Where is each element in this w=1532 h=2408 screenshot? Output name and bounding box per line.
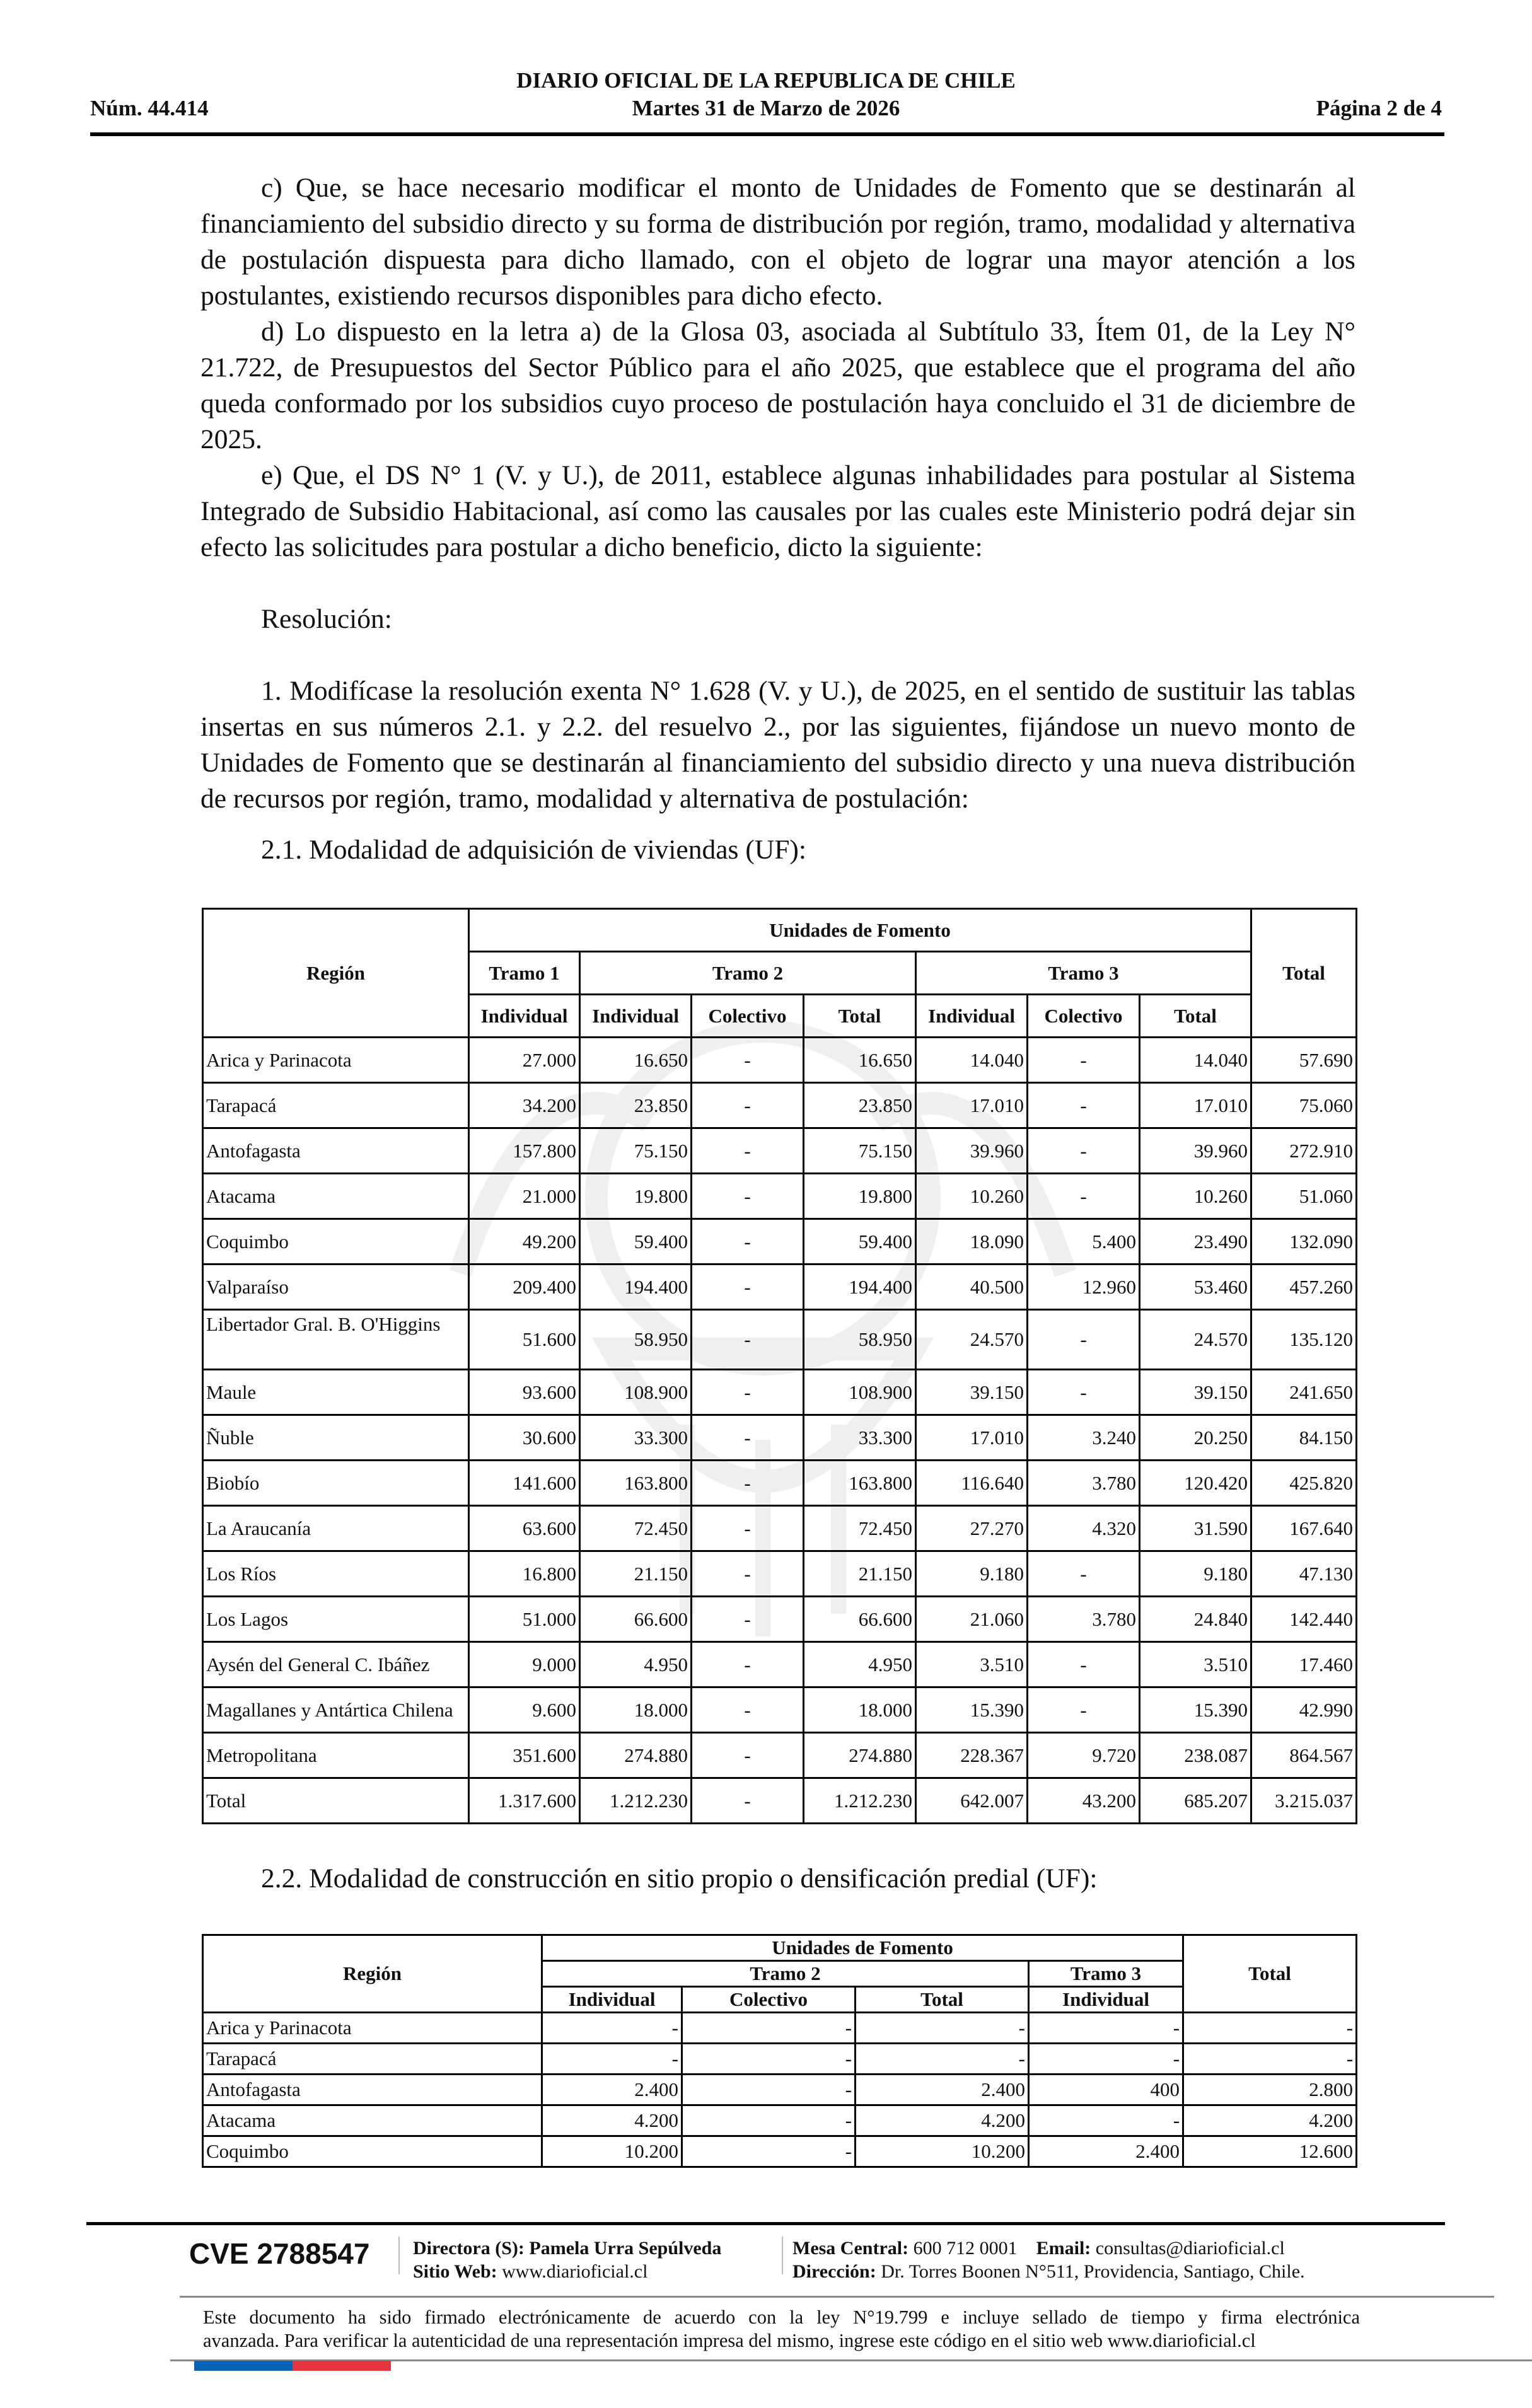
value-cell: - (542, 2044, 682, 2075)
value-cell: - (1183, 2013, 1357, 2044)
value-cell: 135.120 (1251, 1310, 1357, 1370)
value-cell: 5.400 (1028, 1219, 1140, 1265)
table-row (203, 1128, 1357, 1174)
value-cell: 4.950 (804, 1642, 916, 1687)
value-cell: 864.567 (1251, 1733, 1357, 1778)
region-cell: Atacama (203, 1174, 469, 1219)
value-cell: 3.215.037 (1251, 1778, 1357, 1824)
region-cell: Maule (203, 1370, 469, 1415)
director-label: Directora (S): (413, 2238, 525, 2259)
value-cell: 14.040 (916, 1038, 1028, 1083)
value-cell: 15.390 (916, 1687, 1028, 1733)
value-cell: 30.600 (469, 1415, 580, 1461)
paragraph-c: c) Que, se hace necesario modificar el monto de Unidades de Fomento que se destinarán al financiamiento del subsidio directo y su forma de distribución por región, tramo, modalidad y alternativa de postulación dispuesta para dicho llamado, con el objeto de lograr una mayor atención a los postulantes, existiendo recursos disponibles para dicho efecto. (200, 173, 1355, 311)
value-cell: 75.150 (804, 1128, 916, 1174)
value-cell: 66.600 (580, 1597, 692, 1642)
table-row (203, 1083, 1357, 1128)
table-row (203, 1038, 1357, 1083)
value-cell: 33.300 (804, 1415, 916, 1461)
header-t2-individual: Individual (542, 1987, 682, 2013)
value-cell: 34.200 (469, 1083, 580, 1128)
value-cell: 141.600 (469, 1461, 580, 1506)
value-cell: 10.260 (1140, 1174, 1251, 1219)
value-cell: 685.207 (1140, 1778, 1251, 1824)
value-cell: 4.200 (1183, 2105, 1357, 2136)
value-cell: - (1029, 2105, 1183, 2136)
region-cell: La Araucanía (203, 1506, 469, 1551)
address-value: Dr. Torres Boonen N°511, Providencia, Santiago, Chile. (881, 2261, 1305, 2282)
header-tramo-2: Tramo 2 (580, 952, 916, 995)
footer-separator (782, 2237, 783, 2274)
value-cell: 12.600 (1183, 2136, 1357, 2167)
value-cell: 425.820 (1251, 1461, 1357, 1506)
table-row (203, 2013, 1357, 2044)
footer-contact-block (792, 2237, 1305, 2283)
value-cell: 47.130 (1251, 1551, 1357, 1597)
table-row (203, 1687, 1357, 1733)
table-row (203, 1265, 1357, 1310)
value-cell: 274.880 (580, 1733, 692, 1778)
value-cell: 9.600 (469, 1687, 580, 1733)
body-text (200, 170, 1355, 817)
value-cell: 51.000 (469, 1597, 580, 1642)
table-row (203, 1506, 1357, 1551)
value-cell: 120.420 (1140, 1461, 1251, 1506)
value-cell: 9.000 (469, 1642, 580, 1687)
value-cell: 58.950 (804, 1310, 916, 1370)
value-cell: 23.490 (1140, 1219, 1251, 1265)
table-row (203, 2044, 1357, 2075)
value-cell: - (1029, 2044, 1183, 2075)
value-cell: 19.800 (580, 1174, 692, 1219)
value-cell: 163.800 (804, 1461, 916, 1506)
value-cell: - (692, 1415, 804, 1461)
header-region: Región (203, 909, 469, 1038)
value-cell: - (692, 1310, 804, 1370)
value-cell: - (1028, 1370, 1140, 1415)
value-cell: 16.650 (804, 1038, 916, 1083)
value-cell: 59.400 (580, 1219, 692, 1265)
table-row (203, 1219, 1357, 1265)
value-cell: 49.200 (469, 1219, 580, 1265)
value-cell: 274.880 (804, 1733, 916, 1778)
value-cell: - (542, 2013, 682, 2044)
value-cell: 1.212.230 (804, 1778, 916, 1824)
value-cell: 58.950 (580, 1310, 692, 1370)
value-cell: 19.800 (804, 1174, 916, 1219)
region-cell: Los Ríos (203, 1551, 469, 1597)
value-cell: 4.200 (856, 2105, 1029, 2136)
table-row (203, 1597, 1357, 1642)
region-cell: Arica y Parinacota (203, 1038, 469, 1083)
value-cell: 2.400 (542, 2075, 682, 2105)
value-cell: 24.570 (1140, 1310, 1251, 1370)
footer-director-block (413, 2237, 721, 2283)
page-indicator: Página 2 de 4 (1316, 96, 1442, 120)
value-cell: 108.900 (804, 1370, 916, 1415)
header-total: Total (1251, 909, 1357, 1038)
value-cell: 51.600 (469, 1310, 580, 1370)
paragraph-d: d) Lo dispuesto en la letra a) de la Glosa 03, asociada al Subtítulo 33, Ítem 01, de la Ley N° 21.722, de Presupuestos del Sector Público para el año 2025, que establece que el programa del año queda conformado por los subsidios cuyo proceso de postulación haya concluido el 31 de diciembre de 2025. (200, 316, 1355, 454)
value-cell: 9.180 (916, 1551, 1028, 1597)
value-cell: - (692, 1174, 804, 1219)
value-cell: 66.600 (804, 1597, 916, 1642)
header-t3-individual: Individual (916, 995, 1028, 1038)
value-cell: 27.270 (916, 1506, 1028, 1551)
value-cell: 132.090 (1251, 1219, 1357, 1265)
value-cell: 238.087 (1140, 1733, 1251, 1778)
value-cell: - (692, 1551, 804, 1597)
value-cell: - (692, 1038, 804, 1083)
value-cell: 17.010 (1140, 1083, 1251, 1128)
value-cell: 72.450 (804, 1506, 916, 1551)
value-cell: 194.400 (804, 1265, 916, 1310)
header-t2-colectivo: Colectivo (692, 995, 804, 1038)
value-cell: - (692, 1597, 804, 1642)
value-cell: 21.000 (469, 1174, 580, 1219)
header-t2-total: Total (856, 1987, 1029, 2013)
header-tramo-2: Tramo 2 (542, 1961, 1029, 1987)
value-cell: 4.200 (542, 2105, 682, 2136)
value-cell: - (692, 1083, 804, 1128)
footer-separator (398, 2237, 400, 2274)
value-cell: 4.320 (1028, 1506, 1140, 1551)
value-cell: 39.150 (1140, 1370, 1251, 1415)
value-cell: 1.317.600 (469, 1778, 580, 1824)
value-cell: - (682, 2044, 856, 2075)
value-cell: 24.570 (916, 1310, 1028, 1370)
footer-divider (180, 2296, 1494, 2298)
header-unidades-fomento: Unidades de Fomento (469, 909, 1251, 952)
flag-stripe-red (293, 2361, 391, 2371)
value-cell: 43.200 (1028, 1778, 1140, 1824)
value-cell: 457.260 (1251, 1265, 1357, 1310)
value-cell: 10.260 (916, 1174, 1028, 1219)
paragraph-e: e) Que, el DS N° 1 (V. y U.), de 2011, establece algunas inhabilidades para postular al Sistema Integrado de Subsidio Habitacional, así como las causales por las cuales este Ministerio podrá dejar sin efecto las solicitudes para postular a dicho beneficio, dicto la siguiente: (200, 460, 1355, 562)
footer-divider (86, 2222, 1445, 2225)
value-cell: 31.590 (1140, 1506, 1251, 1551)
value-cell: - (692, 1687, 804, 1733)
region-cell: Coquimbo (203, 2136, 542, 2167)
value-cell: 18.000 (804, 1687, 916, 1733)
value-cell: 93.600 (469, 1370, 580, 1415)
value-cell: 9.720 (1028, 1733, 1140, 1778)
table-row (203, 1642, 1357, 1687)
value-cell: 17.010 (916, 1083, 1028, 1128)
value-cell: - (1028, 1038, 1140, 1083)
value-cell: - (1028, 1551, 1140, 1597)
region-cell: Arica y Parinacota (203, 2013, 542, 2044)
value-cell: 2.400 (856, 2075, 1029, 2105)
director-name: Pamela Urra Sepúlveda (529, 2238, 722, 2259)
section-2-1-heading: 2.1. Modalidad de adquisición de viviendas (UF): (261, 835, 807, 865)
value-cell: 16.650 (580, 1038, 692, 1083)
email-label: Email: (1036, 2238, 1091, 2259)
value-cell: - (682, 2105, 856, 2136)
value-cell: 23.850 (804, 1083, 916, 1128)
value-cell: 3.240 (1028, 1415, 1140, 1461)
value-cell: 21.060 (916, 1597, 1028, 1642)
value-cell: 400 (1029, 2075, 1183, 2105)
resolution-heading: Resolución: (261, 604, 392, 634)
value-cell: - (692, 1128, 804, 1174)
region-cell: Los Lagos (203, 1597, 469, 1642)
header-t3-colectivo: Colectivo (1028, 995, 1140, 1038)
value-cell: - (1028, 1642, 1140, 1687)
value-cell: 12.960 (1028, 1265, 1140, 1310)
value-cell: - (682, 2075, 856, 2105)
value-cell: 1.212.230 (580, 1778, 692, 1824)
region-cell: Antofagasta (203, 1128, 469, 1174)
value-cell: 39.960 (1140, 1128, 1251, 1174)
value-cell: 72.450 (580, 1506, 692, 1551)
value-cell: 10.200 (542, 2136, 682, 2167)
value-cell: 3.780 (1028, 1597, 1140, 1642)
region-cell: Antofagasta (203, 2075, 542, 2105)
value-cell: 3.780 (1028, 1461, 1140, 1506)
value-cell: - (1028, 1174, 1140, 1219)
section-2-2-heading: 2.2. Modalidad de construcción en sitio propio o densificación predial (UF): (261, 1863, 1098, 1894)
value-cell: 3.510 (1140, 1642, 1251, 1687)
table-row (203, 1174, 1357, 1219)
value-cell: 23.850 (580, 1083, 692, 1128)
region-cell: Biobío (203, 1461, 469, 1506)
value-cell: 17.460 (1251, 1642, 1357, 1687)
value-cell: 16.800 (469, 1551, 580, 1597)
value-cell: 2.800 (1183, 2075, 1357, 2105)
header-t1-individual: Individual (469, 995, 580, 1038)
value-cell: - (1028, 1083, 1140, 1128)
legal-notice-line-1: Este documento ha sido firmado electrónicamente de acuerdo con la ley N°19.799 e incluye sellado de tiempo y firma electrónica (203, 2307, 1360, 2328)
value-cell: - (1028, 1310, 1140, 1370)
table-adquisicion-viviendas (202, 908, 1357, 1824)
region-cell: Atacama (203, 2105, 542, 2136)
header-t2-total: Total (804, 995, 916, 1038)
value-cell: 75.150 (580, 1128, 692, 1174)
legal-notice-line-2: avanzada. Para verificar la autenticidad de una representación impresa del mismo, ingrese este código en el sitio web www.diarioficial.cl (203, 2330, 1256, 2351)
region-cell: Tarapacá (203, 2044, 542, 2075)
value-cell: - (856, 2013, 1029, 2044)
value-cell: 157.800 (469, 1128, 580, 1174)
region-cell: Magallanes y Antártica Chilena (203, 1687, 469, 1733)
value-cell: - (692, 1461, 804, 1506)
header-tramo-3: Tramo 3 (916, 952, 1251, 995)
value-cell: 228.367 (916, 1733, 1028, 1778)
value-cell: 116.640 (916, 1461, 1028, 1506)
header-divider (90, 132, 1444, 136)
header-tramo-3: Tramo 3 (1029, 1961, 1183, 1987)
header-region: Región (203, 1935, 542, 2013)
value-cell: 59.400 (804, 1219, 916, 1265)
value-cell: 167.640 (1251, 1506, 1357, 1551)
value-cell: 9.180 (1140, 1551, 1251, 1597)
header-t3-individual: Individual (1029, 1987, 1183, 2013)
region-cell: Total (203, 1778, 469, 1824)
header-unidades-fomento: Unidades de Fomento (542, 1935, 1183, 1961)
issue-date: Martes 31 de Marzo de 2026 (632, 96, 900, 120)
value-cell: 209.400 (469, 1265, 580, 1310)
table-row (203, 2105, 1357, 2136)
value-cell: 17.010 (916, 1415, 1028, 1461)
header-total: Total (1183, 1935, 1357, 2013)
table-row (203, 2075, 1357, 2105)
value-cell: 40.500 (916, 1265, 1028, 1310)
region-cell: Libertador Gral. B. O'Higgins (203, 1310, 469, 1370)
phone-label: Mesa Central: (792, 2238, 909, 2259)
publication-title: DIARIO OFICIAL DE LA REPUBLICA DE CHILE (516, 68, 1016, 93)
value-cell: 642.007 (916, 1778, 1028, 1824)
value-cell: 15.390 (1140, 1687, 1251, 1733)
value-cell: 39.960 (916, 1128, 1028, 1174)
value-cell: 51.060 (1251, 1174, 1357, 1219)
table-row (203, 1551, 1357, 1597)
table-row (203, 1778, 1357, 1824)
value-cell: 21.150 (580, 1551, 692, 1597)
value-cell: 84.150 (1251, 1415, 1357, 1461)
value-cell: 18.090 (916, 1219, 1028, 1265)
header-t2-colectivo: Colectivo (682, 1987, 856, 2013)
value-cell: - (1028, 1128, 1140, 1174)
table-construccion-sitio-propio (202, 1934, 1357, 2168)
value-cell: - (856, 2044, 1029, 2075)
header-t2-individual: Individual (580, 995, 692, 1038)
value-cell: 241.650 (1251, 1370, 1357, 1415)
value-cell: 33.300 (580, 1415, 692, 1461)
value-cell: 14.040 (1140, 1038, 1251, 1083)
value-cell: 42.990 (1251, 1687, 1357, 1733)
value-cell: 57.690 (1251, 1038, 1357, 1083)
value-cell: 3.510 (916, 1642, 1028, 1687)
table-row (203, 1461, 1357, 1506)
value-cell: - (1183, 2044, 1357, 2075)
value-cell: - (692, 1642, 804, 1687)
value-cell: 53.460 (1140, 1265, 1251, 1310)
address-label: Dirección: (792, 2261, 876, 2282)
value-cell: 20.250 (1140, 1415, 1251, 1461)
value-cell: 24.840 (1140, 1597, 1251, 1642)
value-cell: 21.150 (804, 1551, 916, 1597)
table-row (203, 1415, 1357, 1461)
value-cell: 4.950 (580, 1642, 692, 1687)
region-cell: Aysén del General C. Ibáñez (203, 1642, 469, 1687)
value-cell: 75.060 (1251, 1083, 1357, 1128)
value-cell: 18.000 (580, 1687, 692, 1733)
value-cell: 272.910 (1251, 1128, 1357, 1174)
value-cell: - (692, 1370, 804, 1415)
value-cell: 194.400 (580, 1265, 692, 1310)
value-cell: 108.900 (580, 1370, 692, 1415)
value-cell: 163.800 (580, 1461, 692, 1506)
value-cell: 351.600 (469, 1733, 580, 1778)
value-cell: - (692, 1506, 804, 1551)
cve-code: CVE 2788547 (189, 2237, 370, 2270)
value-cell: - (1028, 1687, 1140, 1733)
region-cell: Valparaíso (203, 1265, 469, 1310)
paragraph-1: 1. Modifícase la resolución exenta N° 1.628 (V. y U.), de 2025, en el sentido de sustituir las tablas insertas en sus números 2.1. y 2.2. del resuelvo 2., por las siguientes, fijándose un nuevo monto de Unidades de Fomento que se destinarán al financiamiento del subsidio directo y una nueva distribución de recursos por región, tramo, modalidad y alternativa de postulación: (200, 676, 1355, 814)
value-cell: 39.150 (916, 1370, 1028, 1415)
value-cell: - (692, 1219, 804, 1265)
value-cell: - (682, 2013, 856, 2044)
value-cell: - (692, 1778, 804, 1824)
flag-stripe-blue (194, 2361, 293, 2371)
region-cell: Tarapacá (203, 1083, 469, 1128)
web-link[interactable]: www.diarioficial.cl (502, 2261, 648, 2282)
region-cell: Metropolitana (203, 1733, 469, 1778)
value-cell: 63.600 (469, 1506, 580, 1551)
table-row (203, 1310, 1357, 1370)
value-cell: - (692, 1265, 804, 1310)
web-label: Sitio Web: (413, 2261, 497, 2282)
header-tramo-1: Tramo 1 (469, 952, 580, 995)
value-cell: - (1029, 2013, 1183, 2044)
region-cell: Coquimbo (203, 1219, 469, 1265)
value-cell: 27.000 (469, 1038, 580, 1083)
value-cell: - (682, 2136, 856, 2167)
header-t3-total: Total (1140, 995, 1251, 1038)
region-cell: Ñuble (203, 1415, 469, 1461)
value-cell: - (692, 1733, 804, 1778)
table-row (203, 2136, 1357, 2167)
value-cell: 142.440 (1251, 1597, 1357, 1642)
table-row (203, 1370, 1357, 1415)
table-row (203, 1733, 1357, 1778)
value-cell: 10.200 (856, 2136, 1029, 2167)
phone-value: 600 712 0001 (913, 2238, 1018, 2259)
issue-number: Núm. 44.414 (90, 96, 209, 120)
email-link[interactable]: consultas@diarioficial.cl (1095, 2238, 1285, 2259)
value-cell: 2.400 (1029, 2136, 1183, 2167)
